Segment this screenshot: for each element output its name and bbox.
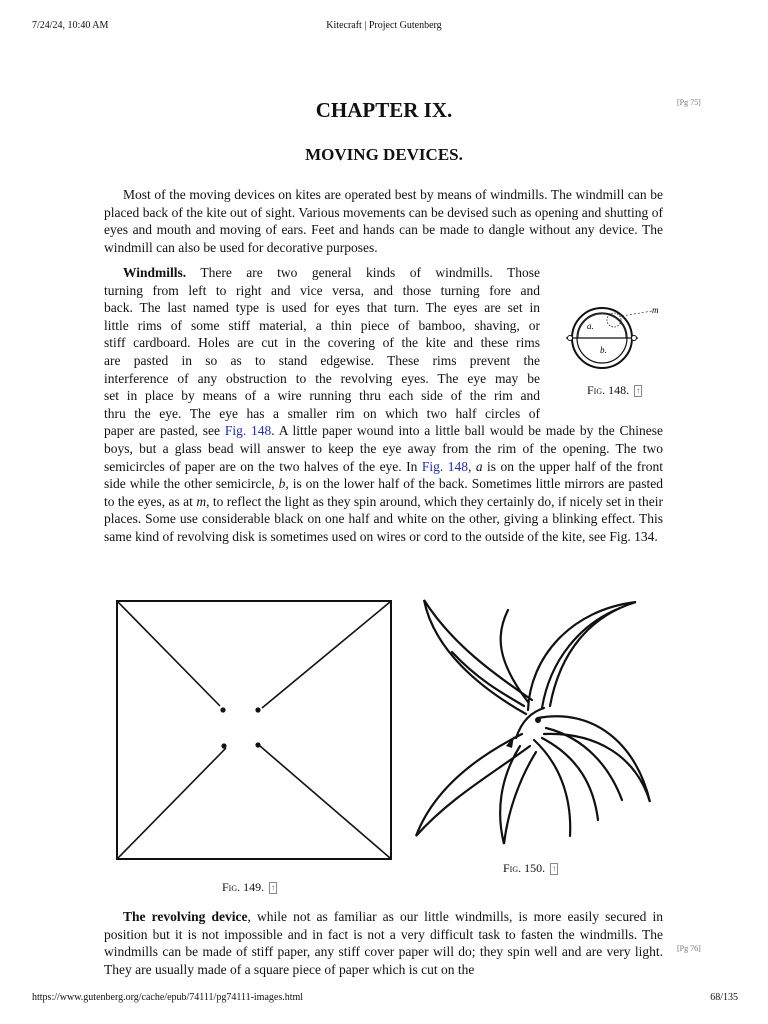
windmills-text-d: is on the upper half of the front side while the other semicircle, [104,458,663,492]
windmills-text-c: , [467,458,476,474]
revolving-device-text: , while not as familiar as our little windmills, is more easily secured in position but it is not impossible and in fact is not a very difficult task to fasten the windmills. The windmills can be made of stiff paper, any stiff cover paper will do; they spin well and are very light. They are usually made of a square piece of paper which is cut on the [104,909,663,977]
windmills-text-b: . A little paper wound into a little ball would be made by the Chinese boys, but a glass bead will answer to keep the eye away from the rim of the opening. The two semicircles of paper are on the two halves of the eye. In [104,423,663,474]
fig148-label-m: m [652,305,659,315]
windmills-line-9: thru the eye. The eye has a smaller rim on which two half circles of [104,405,540,421]
figure-148-caption [587,383,642,398]
fig-148-link[interactable]: Fig. 148 [224,423,272,439]
windmills-text-a: paper are pasted, see [104,423,225,439]
print-page-title: Kitecraft | Project Gutenberg [326,20,442,31]
figure-148-eye-diagram [560,298,664,374]
chapter-title: CHAPTER IX. [315,98,453,122]
figure-149-square-diagram [114,598,394,862]
print-page-count: 68/135 [710,992,738,1003]
figure-150-pinwheel-drawing [410,588,664,850]
fig148-label-b: b. [600,345,607,355]
fig150-caption-fig: Fig. [503,861,522,875]
page-marker-75[interactable]: [Pg 75] [677,98,701,107]
fig149-caption-num: 149. [243,880,265,894]
back-arrow-icon[interactable]: ↑ [636,386,641,396]
windmills-line-3: back. The last named type is used for eyes that turn. The eyes are set in [104,300,540,316]
var-b: b [278,476,286,492]
windmills-heading: Windmills. [123,265,187,280]
fig148-label-a: a. [587,321,594,331]
fig150-caption-num: 150. [524,861,546,875]
windmills-text-e: , is on the lower half of the back. Sometimes little mirrors are pasted to the eyes, as at [104,476,663,509]
figure-150-caption [503,861,558,876]
var-m: m [196,493,207,509]
var-a: a [475,458,483,474]
windmills-line-5: stiff cardboard. Holes are cut in the covering of the kite and these rims [104,335,540,351]
print-datetime: 7/24/24, 10:40 AM [32,20,109,31]
windmills-line-2: turning from left to right and vice versa, and those turning fore and [104,282,540,298]
windmills-line-8: set in place by means of a wire running thru each side of the rim and [104,388,540,404]
windmills-line-7: interference of any obstruction to the revolving eyes. The eye may be [104,370,540,386]
fig148-caption-fig: Fig. [587,383,606,397]
windmills-text-f: , to reflect the light as they spin around, which they certainly do, if nicely set in their places. Some use considerable black on one half and white on the other, giving a blinking effect. This same kind of revolving disk is sometimes used on wires or cord to the outside of the kite, see Fig. 134. [104,493,663,544]
fig149-caption-fig: Fig. [222,880,241,894]
paragraph-intro: Most of the moving devices on kites are operated best by means of windmills. The windmill can be placed back of the kite out of sight. Various movements can be devised such as opening and shutting of eyes and mouth and moving of ears. Feet and hands can be made to dangle without any device. The windmill can also be used for decorative purposes. [104,187,663,255]
back-arrow-icon[interactable]: ↑ [552,864,557,874]
page-marker-76[interactable]: [Pg 76] [677,944,701,953]
revolving-device-heading: The revolving device [123,909,248,924]
section-title: MOVING DEVICES. [305,145,463,164]
windmills-line-1: There are two general kinds of windmills. Those [186,265,540,280]
windmills-line-4: little rims of some stiff material, a thin piece of bamboo, shaving, or [104,317,540,333]
windmills-line-6: are pasted in so as to stand edgewise. These rims prevent the [104,352,540,368]
paragraph-revolving-device [104,908,663,978]
print-url: https://www.gutenberg.org/cache/epub/74111/pg74111-images.html [32,992,304,1003]
figure-149-caption [222,880,277,895]
fig148-caption-num: 148. [608,383,630,397]
fig-148-link-2[interactable]: Fig. 148 [421,458,468,474]
back-arrow-icon[interactable]: ↑ [271,883,276,893]
